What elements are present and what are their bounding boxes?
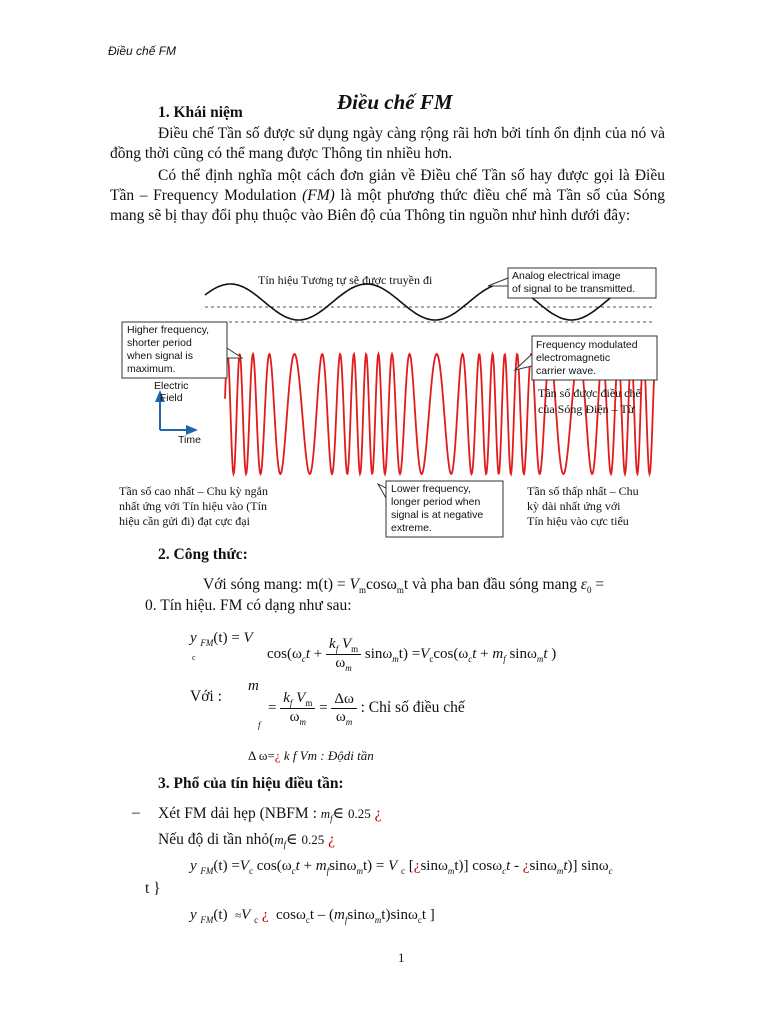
label-max-vi: Tần số cao nhất – Chu kỳ ngắn nhất ứng với Tín hiệu vào (Tín hiệu cần gửi đi) đạt cực đại bbox=[119, 484, 268, 528]
section-2-heading: 2. Công thức: bbox=[158, 546, 248, 563]
section-1-body bbox=[110, 124, 665, 226]
fm-equation: y $_{FM}$(t) = V c bbox=[190, 630, 253, 662]
section-3-heading: 3. Phổ của tín hiệu điều tần: bbox=[158, 775, 344, 792]
label-carrier-vi: Tần số được điều chế của Sóng Điện – Từ bbox=[538, 386, 641, 416]
axis-time-label: Time bbox=[178, 434, 201, 446]
deviation-line: Δ ω=¿ k f Vm : Độdi tần bbox=[248, 748, 374, 763]
section-1-heading: 1. Khái niệm bbox=[158, 104, 243, 121]
modulation-index-sub: f bbox=[258, 720, 261, 730]
callout-analog-text: Analog electrical image of signal to be transmitted. bbox=[512, 270, 636, 295]
modulation-index-rhs: = $\frac{k_f V_m}{\omega_m}$ = $\frac{\Delta\omega}{\omega_m}$ : Chỉ số điều chế bbox=[268, 690, 465, 727]
callout-higher-text: Higher frequency, shorter period when signal is maximum. bbox=[127, 324, 210, 375]
carrier-sentence-cont: 0. Tín hiệu. FM có dạng như sau: bbox=[145, 597, 352, 614]
axis-field-label: Electric Field bbox=[154, 380, 189, 404]
nbfm-expansion: y $_{FM}(t) =V_c$ $\cos(\omega_ct + m_f\sin\omega_mt) = V$ $_c$ [¿sinω$_m$t)] cosω$_c$t - ¿sinω$_m$t)] sinω$_c$ bbox=[190, 858, 613, 876]
nbfm-line: Xét FM dải hẹp (NBFM : $m_f\in$ 0.25 ¿ bbox=[158, 805, 382, 824]
nbfm-approx: y $_{FM}$(t) ≈V $_c$ ¿ $\cos\omega_ct - (m_f\sin\omega_mt)\sin\omega_ct$ ] bbox=[190, 907, 435, 925]
page-title: Điều chế FM bbox=[337, 90, 453, 114]
paragraph-2: Có thể định nghĩa một cách đơn giản về Điều chế Tần số hay được gọi là Điều Tần – Frequency Modulation (FM) là một phương thức điều chế mà Tần số của Sóng mang sẽ bị thay đổi phụ thuộc vào Biên độ của Thông tin nguồn như hình dưới đây: bbox=[110, 167, 665, 224]
fm-figure bbox=[110, 262, 663, 542]
nbfm-expansion-end: t } bbox=[145, 880, 161, 897]
paragraph-1: Điều chế Tần số được sử dụng ngày càng rộng rãi hơn bởi tính ổn định của nó và đồng thời cũng có thể mang được Thông tin nhiều hơn. bbox=[110, 125, 665, 162]
callout-fm-text: Frequency modulated electromagnetic carrier wave. bbox=[536, 339, 638, 377]
page-number: 1 bbox=[398, 950, 405, 965]
label-min-vi: Tần số thấp nhất – Chu kỳ dài nhất ứng với Tín hiệu vào cực tiểu bbox=[527, 484, 639, 528]
voi-label: Với : bbox=[190, 688, 222, 705]
carrier-sentence: Với sóng mang: $m(t) = V_m\cos\omega_mt$ và pha ban đầu sóng mang ɛ$_0$ = bbox=[203, 576, 605, 596]
bullet-dash: – bbox=[132, 804, 140, 821]
modulation-index-eq: m bbox=[248, 678, 259, 694]
fm-equation-rhs: $\cos(\omega_ct$ + $\frac{k_f V_m}{\omega_m}$ $\sin\omega_mt) =V_c\cos(\omega_ct + m_f$ sinω$_m$t ) bbox=[267, 636, 557, 673]
small-deviation-line: Nếu độ di tần $nhỏ(m_f\in$ 0.25 ¿ bbox=[158, 831, 336, 850]
label-analog-vi: Tín hiệu Tương tự sẽ được truyền đi bbox=[258, 273, 433, 287]
callout-lower-text: Lower frequency, longer period when signal is at negative extreme. bbox=[391, 483, 484, 534]
running-header: Điều chế FM bbox=[108, 44, 177, 58]
